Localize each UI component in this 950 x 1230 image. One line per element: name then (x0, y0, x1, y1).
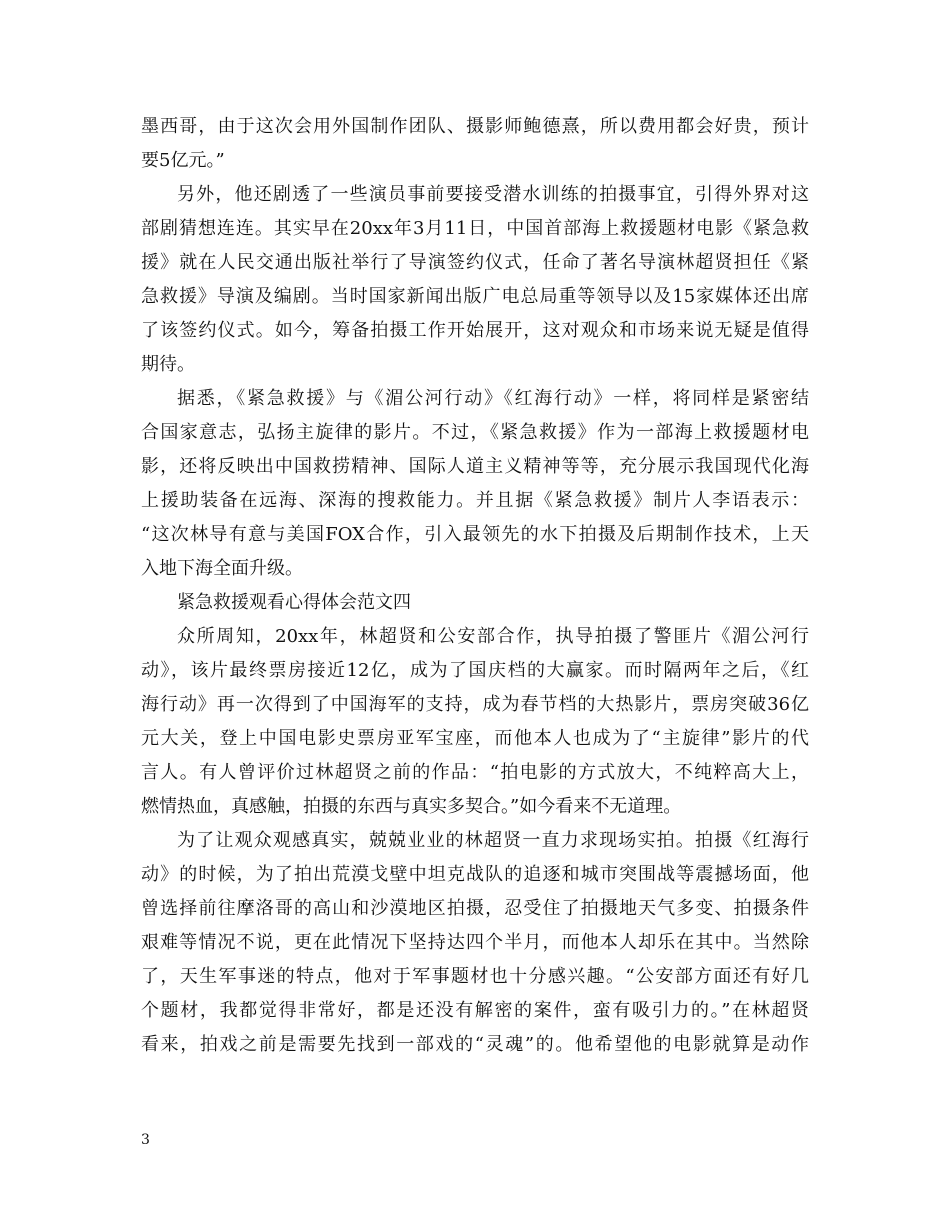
text-line: 援》就在人民交通出版社举行了导演签约仪式，任命了著名导演林超贤担任《紧 (141, 252, 809, 273)
text-line: 部剧猜想连连。其实早在20xx年3月11日，中国首部海上救援题材电影《紧急救 (141, 218, 809, 239)
page-number: 3 (141, 1132, 150, 1148)
text-line: 另外，他还剧透了一些演员事前要接受潜水训练的拍摄事宜，引得外界对这 (177, 184, 809, 205)
text-line: 众所周知，20xx年，林超贤和公安部合作，执导拍摄了警匪片《湄公河行 (177, 626, 809, 647)
text-line: 个题材，我都觉得非常好，都是还没有解密的案件，蛮有吸引力的。”在林超贤 (141, 1000, 809, 1021)
text-line: 上援助装备在远海、深海的搜救能力。并且据《紧急救援》制片人李语表示： (141, 490, 809, 511)
text-line: 言人。有人曾评价过林超贤之前的作品：“拍电影的方式放大，不纯粹高大上， (141, 762, 809, 783)
article-body (141, 110, 809, 1062)
text-line: 入地下海全面升级。 (141, 558, 303, 579)
text-line: 要5亿元。” (141, 150, 225, 171)
text-line: 影，还将反映出中国救捞精神、国际人道主义精神等等，充分展示我国现代化海 (141, 456, 809, 477)
text-line: 了该签约仪式。如今，筹备拍摄工作开始展开，这对观众和市场来说无疑是值得 (141, 320, 809, 341)
text-line: 据悉，《紧急救援》与《湄公河行动》《红海行动》一样，将同样是紧密结 (177, 388, 809, 409)
text-line: 期待。 (141, 354, 195, 375)
text-line: 元大关，登上中国电影史票房亚军宝座，而他本人也成为了“主旋律”影片的代 (141, 728, 809, 749)
text-line: 紧急救援观看心得体会范文四 (177, 592, 411, 613)
text-line: 动》，该片最终票房接近12亿，成为了国庆档的大赢家。而时隔两年之后，《红 (141, 660, 809, 681)
text-line: 看来，拍戏之前是需要先找到一部戏的“灵魂”的。他希望他的电影就算是动作 (141, 1034, 809, 1055)
text-line: 艰难等情况不说，更在此情况下坚持达四个半月，而他本人却乐在其中。当然除 (141, 932, 809, 953)
text-line: 海行动》再一次得到了中国海军的支持，成为春节档的大热影片，票房突破36亿 (141, 694, 809, 715)
text-line: 曾选择前往摩洛哥的高山和沙漠地区拍摄，忍受住了拍摄地天气多变、拍摄条件 (141, 898, 809, 919)
text-line: 为了让观众观感真实，兢兢业业的林超贤一直力求现场实拍。拍摄《红海行 (177, 830, 809, 851)
text-line: “这次林导有意与美国FOX合作，引入最领先的水下拍摄及后期制作技术，上天 (141, 524, 809, 545)
text-line: 急救援》导演及编剧。当时国家新闻出版广电总局重等领导以及15家媒体还出席 (141, 286, 809, 307)
text-line: 动》的时候，为了拍出荒漠戈壁中坦克战队的追逐和城市突围战等震撼场面，他 (141, 864, 809, 885)
text-line: 了，天生军事迷的特点，他对于军事题材也十分感兴趣。“公安部方面还有好几 (141, 966, 809, 987)
text-line: 燃情热血，真感触，拍摄的东西与真实多契合。”如今看来不无道理。 (141, 796, 682, 817)
text-line: 合国家意志，弘扬主旋律的影片。不过，《紧急救援》作为一部海上救援题材电 (141, 422, 809, 443)
text-line: 墨西哥，由于这次会用外国制作团队、摄影师鲍德熹，所以费用都会好贵，预计 (141, 116, 809, 137)
